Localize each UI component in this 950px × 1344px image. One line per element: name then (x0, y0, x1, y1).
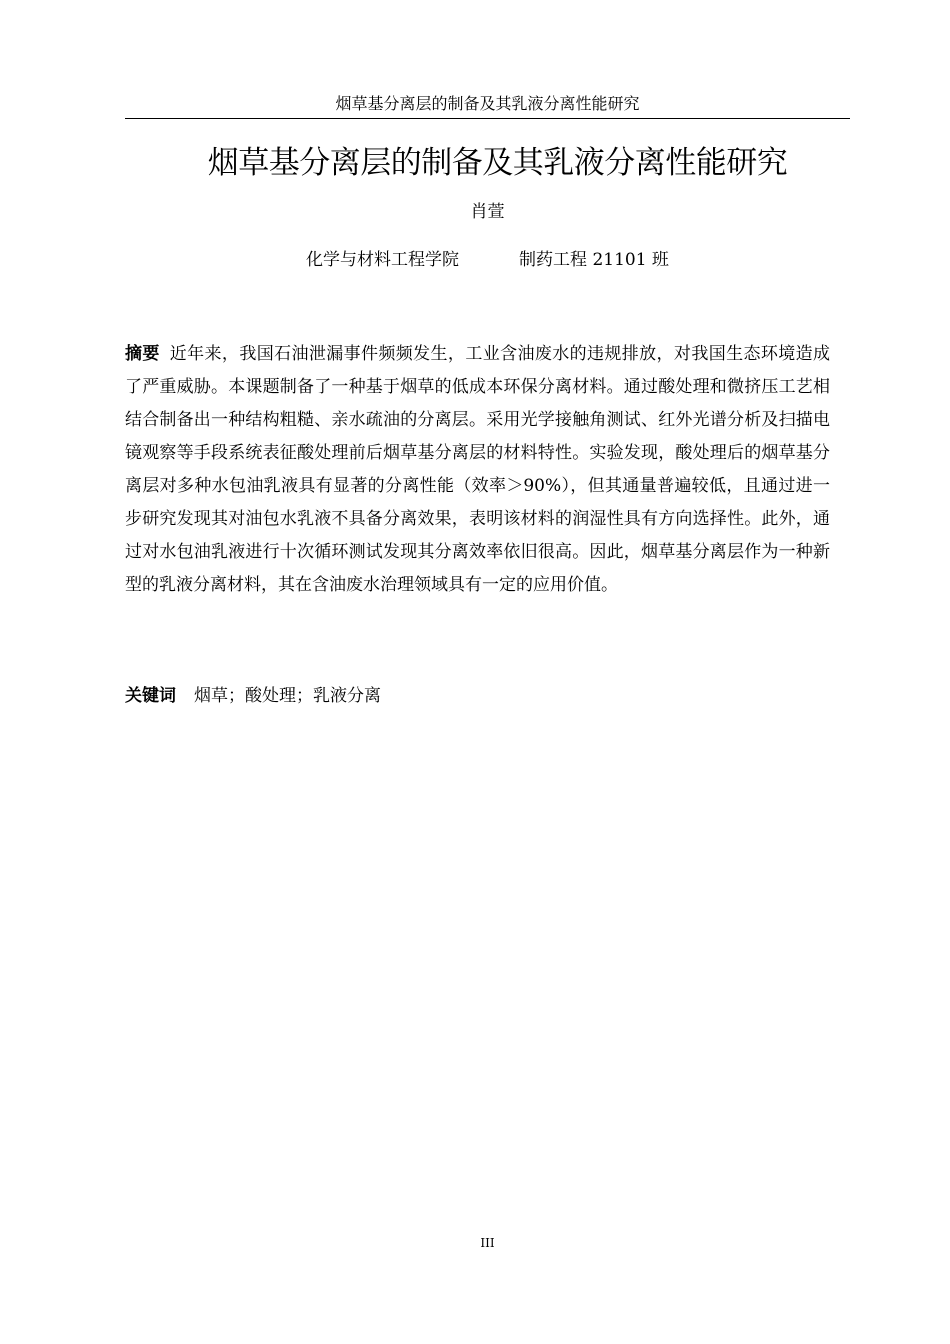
school-name: 化学与材料工程学院 (306, 250, 460, 270)
keywords (125, 680, 830, 713)
keywords-label: 关键词 (125, 686, 176, 706)
abstract-label: 摘要 (125, 344, 160, 364)
class-name: 制药工程 21101 班 (519, 250, 669, 270)
keywords-text: 烟草；酸处理；乳液分离 (194, 686, 381, 706)
running-header: 烟草基分离层的制备及其乳液分离性能研究 (335, 94, 640, 113)
page-number: III (480, 1236, 495, 1250)
abstract-text: 近年来，我国石油泄漏事件频频发生，工业含油废水的违规排放，对我国生态环境造成了严重威胁。本课题制备了一种基于烟草的低成本环保分离材料。通过酸处理和微挤压工艺相结合制备出一种结构粗糙、亲水疏油的分离层。采用光学接触角测试、红外光谱分析及扫描电镜观察等手段系统表征酸处理前后烟草基分离层的材料特性。实验发现，酸处理后的烟草基分离层对多种水包油乳液具有显著的分离性能（效率＞90%），但其通量普遍较低，且通过进一步研究发现其对油包水乳液不具备分离效果，表明该材料的润湿性具有方向选择性。此外，通过对水包油乳液进行十次循环测试发现其分离效率依旧很高。因此，烟草基分离层作为一种新型的乳液分离材料，其在含油废水治理领域具有一定的应用价值。 (125, 344, 831, 595)
paper-title: 烟草基分离层的制备及其乳液分离性能研究 (207, 145, 788, 181)
abstract (125, 338, 830, 602)
header-rule (125, 118, 850, 119)
author-name: 肖萱 (470, 202, 505, 222)
affiliation (125, 248, 850, 272)
